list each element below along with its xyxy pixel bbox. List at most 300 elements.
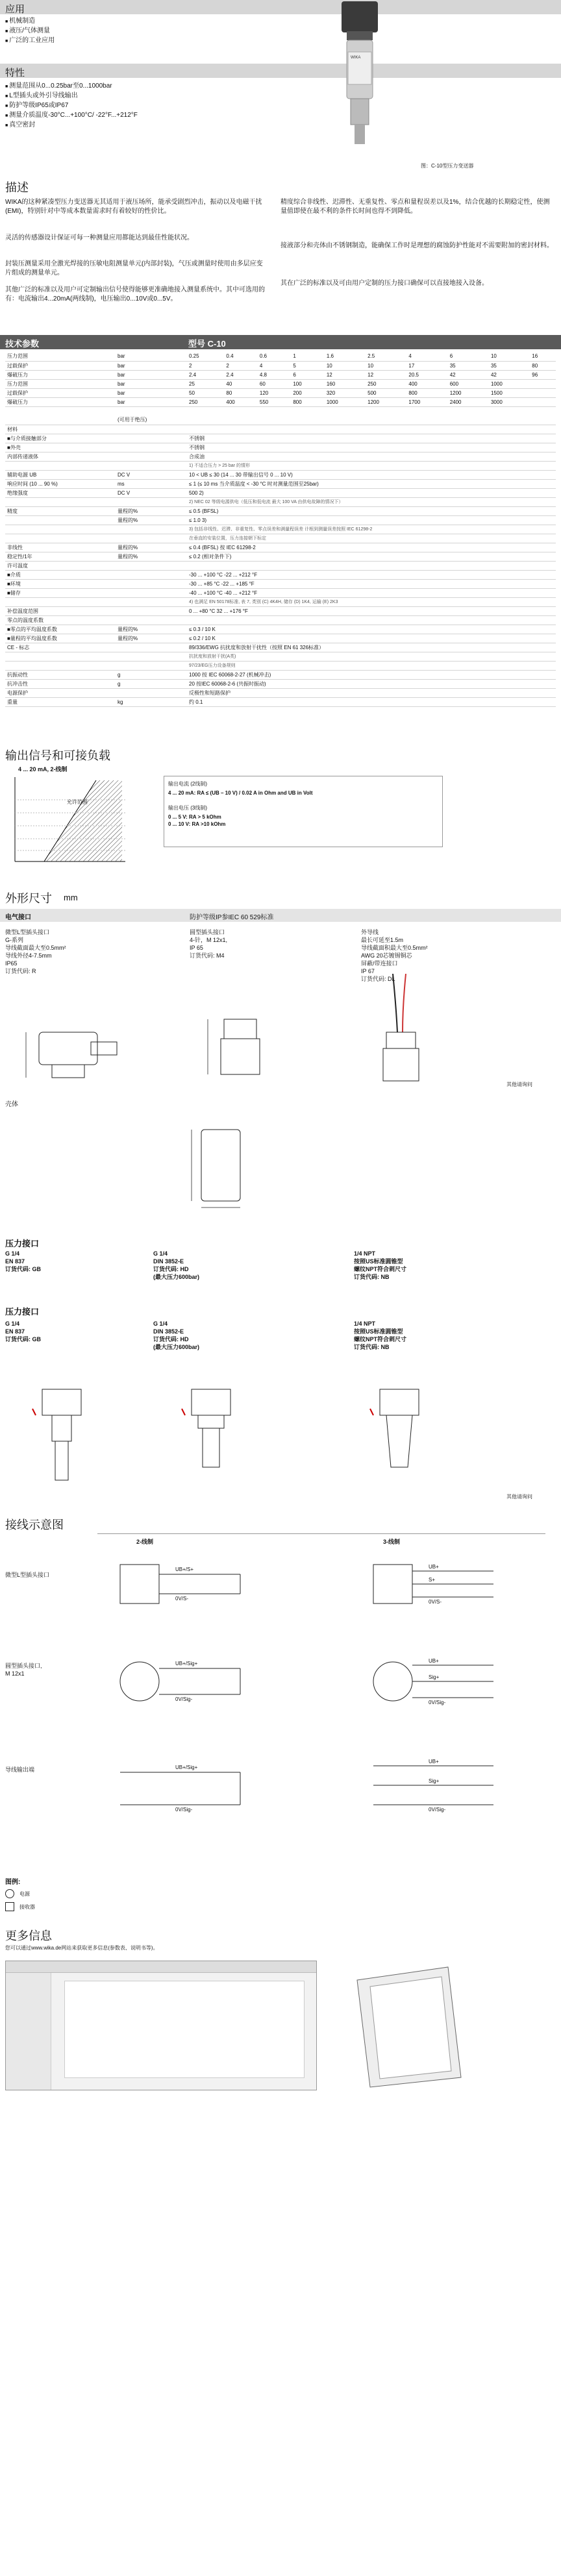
- table-row: [5, 697, 556, 706]
- range-cell: [530, 379, 556, 388]
- table-row: [5, 452, 556, 461]
- detail-label: [5, 415, 116, 425]
- legend-receiver: 接收器: [19, 1904, 35, 1910]
- detail-label: 重量: [5, 697, 116, 706]
- fitting-drawing-hd: [162, 1383, 266, 1493]
- conn-spec-round: 圆型插头接口 4-针，M 12x1, IP 65 订货代码: M4: [190, 929, 228, 959]
- row-label: 压力范围: [5, 352, 116, 361]
- desc-left-p3: 封装压测量采用全激光焊接的压敏电阻测量单元(内部封装)，气压或测量时使用由多层应变片组成的测量单元。: [5, 260, 263, 277]
- housing-label: 壳体: [5, 1101, 18, 1108]
- detail-val: [187, 615, 556, 625]
- table-row: [5, 443, 556, 452]
- detail-label: [5, 461, 116, 470]
- range-cell: 400: [224, 397, 257, 406]
- range-cell: 42: [489, 370, 530, 379]
- detail-unit: [116, 643, 187, 652]
- row-unit: bar: [116, 361, 187, 370]
- detail-val: 4) 也满足 EN 50178标准, 表 7, 类别 (C) 4K4H, 储存 (D) 1K4, 运输 (E) 2K3: [187, 597, 556, 606]
- range-cell: 550: [258, 397, 291, 406]
- detail-label: 抗冲击性: [5, 679, 116, 688]
- description-title: 描述: [5, 181, 29, 194]
- conn-spec-cable: 外导线 最长可延至1.5m 导线截面积最大至0.5mm² AWG 20芯镀锡铜芯 屏蔽/带连接口 IP 67 订货代码: DL: [361, 929, 428, 982]
- detail-unit: [116, 597, 187, 606]
- table-row: [5, 352, 556, 361]
- range-cell: 2.4: [187, 370, 224, 379]
- wire-label: 0V/Sig-: [175, 1696, 193, 1702]
- table-row: [5, 534, 556, 543]
- table-row: [5, 543, 556, 552]
- pc-a: G 1/4 EN 837 订货代码: GB: [5, 1250, 41, 1272]
- range-cell: 600: [448, 379, 489, 388]
- range-cell: 3000: [489, 397, 530, 406]
- detail-label: 精度: [5, 506, 116, 515]
- features-header: [0, 64, 561, 78]
- list-item: ■ 测量介质温度-30°C...+100°C/ -22°F...+212°F: [5, 111, 138, 121]
- detail-unit: [116, 452, 187, 461]
- dims-unit: mm: [64, 893, 78, 902]
- table-row: [5, 488, 556, 497]
- range-cell: 800: [406, 388, 447, 397]
- detail-unit: [116, 688, 187, 697]
- detail-label: 补偿温度范围: [5, 606, 116, 615]
- spec-detail-table: [5, 415, 556, 707]
- detail-unit: [116, 588, 187, 597]
- detail-val: 在垂直的安装位置，压力连接朝下标定: [187, 534, 556, 543]
- detail-unit: [116, 525, 187, 534]
- table-row: [5, 661, 556, 670]
- row-unit: bar: [116, 352, 187, 361]
- detail-val: 不锈钢: [187, 443, 556, 452]
- table-row: [5, 361, 556, 370]
- wiring-2wire-drawings: [110, 1552, 260, 1857]
- detail-label: CE - 标志: [5, 643, 116, 652]
- list-item: ■ L型插头或外引导线输出: [5, 92, 138, 101]
- wiring-title: 接线示意图: [5, 1518, 64, 1531]
- detail-val: 89/336/EWG 抗扰度和放射干扰性（按照 EN 61 326标准）: [187, 643, 556, 652]
- application-title: 应用: [5, 4, 25, 15]
- detail-val: ≤ 0.3 / 10 K: [187, 625, 556, 634]
- pc-b: G 1/4 DIN 3852-E 订货代码: HD (最大压力600bar): [153, 1250, 200, 1280]
- range-cell: 800: [291, 397, 324, 406]
- range-cell: 100: [291, 379, 324, 388]
- output-voltage-title: 输出电压 (3线制): [168, 805, 207, 811]
- spec-header-right: 型号 C-10: [188, 339, 226, 349]
- detail-label: [5, 597, 116, 606]
- range-cell: 1700: [406, 397, 447, 406]
- detail-label: 稳定性/1年: [5, 552, 116, 561]
- detail-unit: [116, 579, 187, 588]
- range-cell: 1000: [489, 379, 530, 388]
- pc-d: G 1/4 EN 837 订货代码: GB: [5, 1320, 41, 1343]
- features-title: 特性: [5, 68, 25, 79]
- row-unit: bar: [116, 370, 187, 379]
- range-cell: 25: [187, 379, 224, 388]
- l-connector-drawing: [19, 1019, 136, 1084]
- detail-val: -30 ... +100 °C -22 ... +212 °F: [187, 570, 556, 579]
- cable-drawing: [357, 974, 448, 1084]
- desc-right-p3: 其在广泛的标准以及可由用户定制的压力接口确保可以直接地接入设备。: [280, 280, 488, 287]
- wire-label: 0V/S-: [175, 1596, 189, 1602]
- wire-label: UB+: [429, 1658, 439, 1664]
- range-cell: 1: [291, 352, 324, 361]
- output-voltage-10v: 0 ... 10 V: RA >10 kOhm: [168, 821, 226, 827]
- range-cell: 2.5: [366, 352, 406, 361]
- wire-label: 0V/Sig-: [429, 1807, 446, 1813]
- range-cell: 400: [406, 379, 447, 388]
- range-cell: 12: [325, 370, 366, 379]
- range-cell: 4: [258, 361, 291, 370]
- table-row: [5, 370, 556, 379]
- pc-f: 1/4 NPT 按照US标准圆锥型 螺纹NPT符合刺尺寸 订货代码: NB: [354, 1320, 407, 1350]
- conn-header: [0, 909, 561, 922]
- detail-unit: DC V: [116, 488, 187, 497]
- table-row: [5, 597, 556, 606]
- load-diagram: [5, 774, 129, 871]
- range-cell: 1000: [325, 397, 366, 406]
- table-row: [5, 643, 556, 652]
- detail-unit: 量程的%: [116, 515, 187, 525]
- wire-label: Sig+: [429, 1674, 440, 1680]
- range-cell: 6: [291, 370, 324, 379]
- row-unit: bar: [116, 397, 187, 406]
- conn-spec-l: 微型L型插头接口 G-系列 导线截面最大至0.5mm² 导线外径4-7.5mm IP65 订货代码: R: [5, 929, 66, 974]
- range-cell: 10: [325, 361, 366, 370]
- detail-label: 材料: [5, 425, 116, 434]
- detail-val: 97/23/EG压力设备规则: [187, 661, 556, 670]
- table-row: [5, 515, 556, 525]
- range-cell: 20.5: [406, 370, 447, 379]
- detail-unit: [116, 661, 187, 670]
- range-cell: 120: [258, 388, 291, 397]
- range-cell: 17: [406, 361, 447, 370]
- range-cell: 200: [291, 388, 324, 397]
- detail-label: 绝缘强度: [5, 488, 116, 497]
- table-row: [5, 570, 556, 579]
- detail-val: 3) 包括非线性、迟滞、非重复性、零点误差和满量程误差 计根到测量误差按照 IEC 61298-2: [187, 525, 556, 534]
- detail-unit: [116, 434, 187, 443]
- zone-label: 允许范围: [67, 799, 88, 805]
- detail-val: [187, 561, 556, 570]
- detail-label: [5, 652, 116, 661]
- desc-left-p4: 其他广泛的标准以及用户可定制输出信号使得能够更准确地接入测量系统中。其中可选用的有：电流输出4...20mA(两线制)，电压输出0...10V或0...5V。: [5, 286, 265, 303]
- detail-val: ≤ 1.0 3): [187, 515, 556, 525]
- detail-unit: [116, 570, 187, 579]
- detail-val: [187, 425, 556, 434]
- output-box: [164, 776, 443, 847]
- application-list: [5, 17, 55, 46]
- table-row: [5, 588, 556, 597]
- table-row: [5, 461, 556, 470]
- application-header: [0, 0, 561, 14]
- range-cell: 80: [224, 388, 257, 397]
- detail-label: ■储存: [5, 588, 116, 597]
- range-cell: 1500: [489, 388, 530, 397]
- fitting-drawing-nb: [351, 1383, 455, 1493]
- more-text: 您可以通过www.wika.de网站来获取更多信息(参数表、说明书等)。: [5, 1945, 158, 1951]
- detail-label: 许可温度: [5, 561, 116, 570]
- range-cell: 5: [291, 361, 324, 370]
- detail-val: ≤ 0.2 (相对条件下): [187, 552, 556, 561]
- legend-title: 图例:: [5, 1879, 21, 1886]
- desc-right-p1: 精度综合非线性、迟滞性、无重复性、零点和量程误差以及1%，结合优越的长期稳定性，使测量值即使在最不利的条件长时间也得不到降低。: [280, 199, 550, 215]
- range-cell: [530, 388, 556, 397]
- wire-label: UB+: [429, 1759, 439, 1765]
- range-cell: 60: [258, 379, 291, 388]
- detail-unit: [116, 615, 187, 625]
- housing-drawing: [182, 1123, 260, 1214]
- table-row: [5, 506, 556, 515]
- desc-left-p1: WIKA的这种紧凑型压力变送器无其适用于液压场所，能承受剧烈冲击，振动以及电磁干扰(EMI)，特别针对中等成本数量需求时有着较好的性价比。: [5, 199, 262, 215]
- list-item: ■ 防护等级IP65或IP67: [5, 101, 138, 111]
- detail-val: 500 2): [187, 488, 556, 497]
- range-cell: 500: [366, 388, 406, 397]
- detail-val: -30 ... +85 °C -22 ... +185 °F: [187, 579, 556, 588]
- table-row: [5, 652, 556, 661]
- detail-val: ≤ 0.2 / 10 K: [187, 634, 556, 643]
- detail-label: [5, 497, 116, 506]
- press-conn-title-1: 压力接口: [5, 1239, 40, 1248]
- detail-unit: 量程的%: [116, 552, 187, 561]
- output-title: 输出信号和可接负载: [5, 749, 110, 762]
- detail-label: 电源保护: [5, 688, 116, 697]
- detail-label: ■量程的平均温度系数: [5, 634, 116, 643]
- detail-label: ■环境: [5, 579, 116, 588]
- row-label: 爆破压力: [5, 397, 116, 406]
- wire-label: UB+/Sig+: [175, 1661, 198, 1666]
- range-cell: 250: [187, 397, 224, 406]
- svg-text:WIKA: WIKA: [351, 56, 361, 60]
- wiring-row-cable: 导线输出端: [5, 1766, 35, 1773]
- detail-unit: 量程的%: [116, 625, 187, 634]
- detail-label: 内部传递液体: [5, 452, 116, 461]
- more-title: 更多信息: [5, 1929, 52, 1942]
- detail-label: [5, 515, 116, 525]
- table-row: [5, 552, 556, 561]
- detail-label: 抗振动性: [5, 670, 116, 679]
- range-cell: 160: [325, 379, 366, 388]
- range-cell: 0.6: [258, 352, 291, 361]
- detail-val: 10 < UB ≤ 30 (14 ... 30 带输出信号 0 ... 10 V): [187, 470, 556, 479]
- table-row: [5, 425, 556, 434]
- detail-val: 反极性和短路保护: [187, 688, 556, 697]
- detail-unit: [116, 606, 187, 615]
- features-list: [5, 82, 138, 130]
- list-item: ■ 机械制造: [5, 17, 55, 27]
- fitting-drawing-gb: [13, 1383, 117, 1493]
- photo-caption: 图：C-10型压力变送器: [421, 163, 474, 169]
- detail-label: ■介质: [5, 570, 116, 579]
- detail-val: [187, 415, 556, 425]
- row-label: 过载保护: [5, 388, 116, 397]
- detail-val: 20 按IEC 60068-2-6 (共振时振动): [187, 679, 556, 688]
- range-cell: 2400: [448, 397, 489, 406]
- detail-unit: g: [116, 670, 187, 679]
- row-label: 过载保护: [5, 361, 116, 370]
- range-cell: 4.8: [258, 370, 291, 379]
- table-row: [5, 634, 556, 643]
- pc-e: G 1/4 DIN 3852-E 订货代码: HD (最大压力600bar): [153, 1320, 200, 1350]
- detail-unit: 量程的%: [116, 634, 187, 643]
- detail-unit: [116, 561, 187, 570]
- output-current-title: 输出电流 (2线制): [168, 781, 207, 787]
- detail-label: 响应时间 (10 ... 90 %): [5, 479, 116, 488]
- dims-title: 外形尺寸: [5, 892, 52, 905]
- detail-label: 零点的温度系数: [5, 615, 116, 625]
- detail-unit: [116, 425, 187, 434]
- table-row: [5, 615, 556, 625]
- detail-label: ■与介质接触部分: [5, 434, 116, 443]
- range-cell: 35: [489, 361, 530, 370]
- wire-label: S+: [429, 1577, 436, 1583]
- wire-label: UB+: [429, 1564, 439, 1570]
- detail-val: 约 0.1: [187, 697, 556, 706]
- output-current-formula: 4 ... 20 mA: RA ≤ (UB – 10 V) / 0.02 A in Ohm and UB in Volt: [168, 790, 313, 796]
- product-photo: [327, 0, 392, 153]
- table-row: [5, 561, 556, 570]
- row-label: 爆破压力: [5, 370, 116, 379]
- spec-header-left: 技术参数: [5, 339, 40, 349]
- range-cell: 35: [448, 361, 489, 370]
- website-screenshot: [5, 1961, 317, 2090]
- detail-unit: [116, 534, 187, 543]
- range-cell: 1200: [448, 388, 489, 397]
- power-icon: [5, 1889, 14, 1898]
- output-chart-label: 4 ... 20 mA, 2-线制: [18, 766, 68, 773]
- table-row: [5, 415, 556, 425]
- range-cell: 40: [224, 379, 257, 388]
- range-cell: 4: [406, 352, 447, 361]
- desc-left-p2: 灵活的传感器设计保证可每一种测量应用都能达到最佳性能状况。: [5, 234, 193, 242]
- wiring-head-3wire: 3-线制: [383, 1539, 401, 1545]
- wire-label: 0V/Sig-: [175, 1807, 193, 1813]
- range-cell: 2.4: [224, 370, 257, 379]
- table-row: [5, 679, 556, 688]
- wiring-head-2wire: 2-线制: [136, 1539, 154, 1545]
- range-cell: 12: [366, 370, 406, 379]
- table-row: [5, 525, 556, 534]
- detail-unit: [116, 443, 187, 452]
- list-item: ■ 测量范围从0...0.25bar至0...1000bar: [5, 82, 138, 92]
- row-unit: bar: [116, 379, 187, 388]
- row-label: 压力范围: [5, 379, 116, 388]
- wiring-row-round: 圆型插头接口, M 12x1: [5, 1663, 42, 1677]
- detail-label: [5, 534, 116, 543]
- wiring-row-l-plug: 微型L型插头接口: [5, 1572, 50, 1578]
- legend-power: 电源: [19, 1891, 30, 1897]
- detail-unit: [116, 652, 187, 661]
- range-cell: 10: [366, 361, 406, 370]
- detail-val: 不锈钢: [187, 434, 556, 443]
- table-row: [5, 497, 556, 506]
- detail-unit: 量程的%: [116, 543, 187, 552]
- table-row: [5, 670, 556, 679]
- table-row: [5, 688, 556, 697]
- conn-label: 电气接口: [5, 914, 31, 921]
- range-cell: 320: [325, 388, 366, 397]
- other-note-2: 其他请询问: [506, 1494, 532, 1500]
- legend: [5, 1889, 200, 1915]
- detail-label: 辅助电源 UB: [5, 470, 116, 479]
- range-cell: 1200: [366, 397, 406, 406]
- detail-val: -40 ... +100 °C -40 ... +212 °F: [187, 588, 556, 597]
- protect-label: 防护等级IP参IEC 60 529标准: [190, 914, 274, 921]
- table-row: [5, 479, 556, 488]
- range-cell: 0.4: [224, 352, 257, 361]
- detail-label: [5, 661, 116, 670]
- manual-photo: [351, 1961, 468, 2090]
- receiver-icon: [5, 1902, 14, 1911]
- detail-val: ≤ 0.5 (BFSL): [187, 506, 556, 515]
- output-voltage-5v: 0 ... 5 V: RA > 5 kOhm: [168, 814, 221, 820]
- wire-label: 0V/Sig-: [429, 1700, 446, 1705]
- wire-label: 0V/S-: [429, 1599, 442, 1605]
- detail-label: ■外壳: [5, 443, 116, 452]
- range-cell: 10: [489, 352, 530, 361]
- other-note-1: 其他请询问: [506, 1082, 532, 1087]
- row-unit: bar: [116, 388, 187, 397]
- detail-unit: g: [116, 679, 187, 688]
- press-conn-title-2: 压力接口: [5, 1307, 40, 1317]
- detail-unit: ms: [116, 479, 187, 488]
- wire-label: UB+/S+: [175, 1567, 194, 1572]
- spec-header: [0, 335, 561, 349]
- wiring-3wire-drawings: [364, 1552, 532, 1857]
- range-cell: 96: [530, 370, 556, 379]
- detail-val: ≤ 0.4 (BFSL) 按 IEC 61298-2: [187, 543, 556, 552]
- detail-label: 非线性: [5, 543, 116, 552]
- range-cell: 250: [366, 379, 406, 388]
- range-cell: 0.25: [187, 352, 224, 361]
- list-item: ■ 真空密封: [5, 121, 138, 130]
- range-cell: 1.6: [325, 352, 366, 361]
- table-row: [5, 625, 556, 634]
- detail-unit: (可用于绝压): [116, 415, 187, 425]
- range-cell: 50: [187, 388, 224, 397]
- detail-label: ■零点的平均温度系数: [5, 625, 116, 634]
- range-cell: 2: [224, 361, 257, 370]
- table-row: [5, 397, 556, 406]
- list-item: ■ 液压/气体测量: [5, 27, 55, 36]
- table-row: [5, 379, 556, 388]
- desc-right-p2: 接液部分和壳体由不锈钢制造，能确保工作时是理想的腐蚀防护性能对不需要附加的密封材料。: [280, 242, 553, 249]
- detail-val: 0 ... +80 °C 32 ... +176 °F: [187, 606, 556, 615]
- table-row: [5, 606, 556, 615]
- detail-val: 1) 不适合压力 > 25 bar 的情形: [187, 461, 556, 470]
- table-row: [5, 470, 556, 479]
- range-cell: [530, 397, 556, 406]
- range-cell: 2: [187, 361, 224, 370]
- range-cell: 42: [448, 370, 489, 379]
- range-cell: 6: [448, 352, 489, 361]
- detail-unit: kg: [116, 697, 187, 706]
- range-cell: 80: [530, 361, 556, 370]
- table-row: [5, 434, 556, 443]
- list-item: ■ 广泛的工业应用: [5, 36, 55, 46]
- detail-val: 1000 按 IEC 60068-2-27 (机械冲击): [187, 670, 556, 679]
- wire-label: Sig+: [429, 1778, 440, 1784]
- detail-unit: [116, 461, 187, 470]
- table-row: [5, 388, 556, 397]
- detail-unit: DC V: [116, 470, 187, 479]
- detail-val: 2) NEC 02 等级电源供电（低压和低电流 最大 100 VA 由供电故障的情况下）: [187, 497, 556, 506]
- pc-c: 1/4 NPT 按照US标准圆锥型 螺纹NPT符合刺尺寸 订货代码: NB: [354, 1250, 407, 1280]
- round-connector-drawing: [195, 1013, 286, 1084]
- detail-val: 抗扰度和放射干扰(A类): [187, 652, 556, 661]
- detail-unit: [116, 497, 187, 506]
- wire-label: UB+/Sig+: [175, 1765, 198, 1770]
- range-cell: 16: [530, 352, 556, 361]
- detail-unit: 量程的%: [116, 506, 187, 515]
